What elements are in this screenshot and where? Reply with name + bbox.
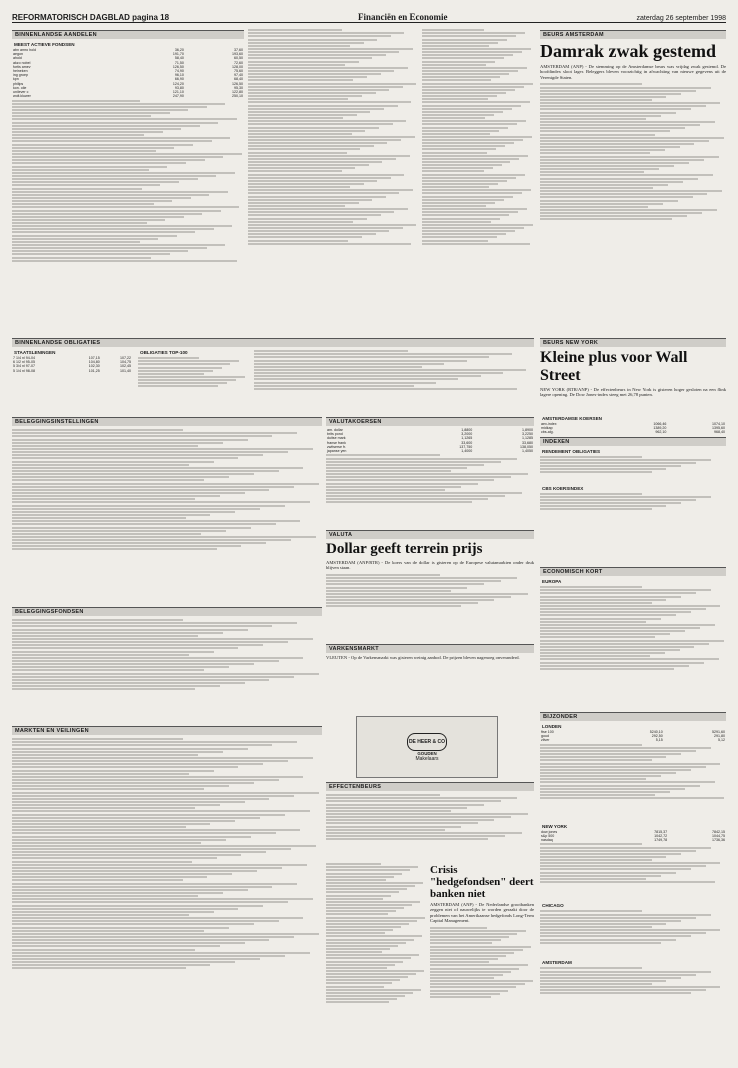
row-value: 66,90 bbox=[174, 77, 184, 82]
row-value: 102,30 bbox=[88, 364, 100, 369]
wallstreet-article bbox=[540, 336, 726, 411]
row-label: 7 1/4 nl 94-04 bbox=[13, 356, 35, 360]
row-value: 95,30 bbox=[234, 85, 243, 90]
row-label: midkap bbox=[541, 426, 553, 431]
ad-line: Makelaars bbox=[415, 755, 439, 762]
table-row bbox=[12, 369, 132, 373]
indexen-section bbox=[540, 415, 726, 560]
row-value: 5291,60 bbox=[712, 730, 725, 734]
band-valutakoersen: VALUTAKOERSEN bbox=[326, 417, 534, 426]
obligaties-filler bbox=[254, 349, 534, 409]
binnenlandse-aandelen-section bbox=[12, 28, 244, 328]
markets-filler bbox=[540, 966, 726, 1006]
row-label: ing groep bbox=[13, 73, 28, 78]
band-binnenlandse-aandelen: BINNENLANDSE AANDELEN bbox=[12, 30, 244, 39]
band-beurs-amsterdam: BEURS AMSTERDAM bbox=[540, 30, 726, 39]
subhead-new-york: NEW YORK bbox=[542, 823, 568, 829]
row-label: zilver bbox=[541, 738, 550, 743]
row-value: 1074,10 bbox=[712, 422, 725, 426]
row-value: 1042,72 bbox=[654, 833, 668, 838]
row-value: 96,10 bbox=[174, 73, 184, 78]
markten-filler bbox=[12, 737, 322, 1057]
row-value: 128,00 bbox=[232, 64, 243, 69]
headline-crisis: Crisis "hedgefondsen" deert banken niet bbox=[430, 864, 534, 900]
headline-wallstreet: Kleine plus voor Wall Street bbox=[540, 349, 688, 384]
row-label: wolt.kluwer bbox=[13, 94, 31, 99]
row-label: philips bbox=[13, 81, 24, 86]
subhead-amsterdamse-koersen: AMSTERDAMSE KOERSEN bbox=[542, 416, 602, 421]
row-label: zwitserse fr. bbox=[327, 444, 346, 449]
ad-logo: DE HEER & CO bbox=[407, 733, 447, 751]
row-label: dow jones bbox=[541, 829, 558, 834]
row-value: 968,40 bbox=[714, 430, 725, 435]
amsterdam-index-table bbox=[540, 422, 726, 435]
world-markets-section bbox=[540, 710, 726, 1060]
row-value: 122,80 bbox=[232, 90, 243, 95]
row-value: 60,50 bbox=[234, 56, 243, 61]
meest-actieve-table bbox=[12, 48, 244, 98]
row-value: 101,40 bbox=[120, 368, 131, 373]
row-value: 1,4050 bbox=[522, 449, 533, 454]
fund-listing-filler bbox=[12, 618, 322, 718]
valutakoersen-section bbox=[326, 415, 534, 525]
row-value: 1,8900 bbox=[522, 428, 533, 432]
article-body-filler bbox=[540, 82, 726, 272]
index-filler bbox=[540, 455, 726, 485]
obligaties-section bbox=[12, 336, 534, 411]
article-body-damrak: AMSTERDAM (ANP) - De stemming op de Amsterdamse beurs was vrijdag zwak gestemd. De hoofdindex sloot lager. Beleggers bleven voorzichtig in afwachting van nieuwe gegevens uit de Verenigde Staten. bbox=[540, 64, 726, 80]
row-label: fortis amev bbox=[13, 64, 31, 69]
row-value: 292,50 bbox=[651, 734, 663, 739]
row-value: 7815,37 bbox=[654, 829, 668, 834]
index-filler bbox=[540, 492, 726, 522]
stock-listing-col2 bbox=[248, 28, 418, 328]
row-value: 71,50 bbox=[174, 60, 184, 65]
article-body-crisis: AMSTERDAM (ANP) - De Nederlandse grootbanken zeggen niet of nauwelijks te worden geraakt door de problemen van het Amerikaanse hedgefonds Long-Term Capital Management. bbox=[430, 902, 534, 924]
markets-filler bbox=[540, 842, 726, 902]
row-value: 193,60 bbox=[232, 52, 243, 57]
masthead-title: Financiën en Economie bbox=[358, 12, 448, 22]
ad-tagline: GOUDEN bbox=[417, 750, 437, 756]
fund-listing-filler bbox=[12, 428, 322, 598]
masthead-section: REFORMATORISCH DAGBLAD pagina 18 bbox=[12, 13, 170, 22]
row-value: 72,60 bbox=[234, 60, 243, 65]
article-body-varkensmarkt: VLEUTEN - Op de Varkensmarkt was gisteren weinig aanbod. De prijzen bleven nagenoeg onveranderd. bbox=[326, 655, 520, 660]
beleggingsinstellingen-section bbox=[12, 415, 322, 600]
effectenbeurs-filler bbox=[326, 793, 534, 858]
new-york-table bbox=[540, 830, 726, 843]
economisch-kort-section bbox=[540, 565, 726, 705]
row-label: kpn bbox=[13, 77, 19, 82]
row-value: 250,10 bbox=[232, 94, 243, 99]
row-value: 1389,20 bbox=[653, 426, 667, 431]
row-label: ahold bbox=[13, 56, 22, 61]
row-label: brits pond bbox=[327, 432, 343, 437]
band-markten-veilingen: MARKTEN EN VEILINGEN bbox=[12, 726, 322, 735]
beleggingsfondsen-section bbox=[12, 605, 322, 720]
headline-damrak: Damrak zwak gestemd bbox=[540, 41, 716, 61]
band-indexen: INDEXEN bbox=[540, 437, 726, 446]
subhead-londen: LONDEN bbox=[542, 724, 562, 729]
row-label: franse frank bbox=[327, 440, 346, 445]
crisis-sidebar bbox=[326, 862, 426, 1057]
row-value: 137,750 bbox=[459, 444, 473, 449]
band-beleggingsfondsen: BELEGGINGSFONDSEN bbox=[12, 607, 322, 616]
article-body-dollar: AMSTERDAM (ANP/RTR) - De koers van de dollar is gisteren op de Europese valutamarkten onder druk blijven staan. bbox=[326, 560, 534, 571]
row-value: 1,1265 bbox=[461, 436, 473, 441]
row-label: unilever c bbox=[13, 90, 29, 95]
subhead-meest-actieve: MEEST ACTIEVE FONDSEN bbox=[14, 42, 75, 47]
row-value: 75,60 bbox=[234, 69, 243, 74]
row-value: 1,8800 bbox=[461, 428, 473, 432]
masthead-date: zaterdag 26 september 1998 bbox=[636, 15, 726, 22]
row-value: 3,2250 bbox=[522, 432, 533, 437]
damrak-article bbox=[540, 28, 726, 328]
row-label: aegon bbox=[13, 52, 23, 57]
londen-table bbox=[540, 730, 726, 743]
row-value: 5,12 bbox=[718, 738, 725, 743]
row-label: ftse 100 bbox=[541, 730, 554, 734]
row-value: 126,50 bbox=[232, 81, 243, 86]
row-label: cbs-alg. bbox=[541, 430, 554, 435]
row-label: heineken bbox=[13, 69, 28, 74]
row-value: 5,15 bbox=[655, 738, 663, 743]
row-label: duitse mark bbox=[327, 436, 346, 441]
row-value: 124,20 bbox=[172, 81, 184, 86]
band-binnenlandse-obligaties: BINNENLANDSE OBLIGATIES bbox=[12, 338, 534, 347]
row-value: 126,50 bbox=[172, 64, 184, 69]
markten-veilingen-section bbox=[12, 724, 322, 1059]
row-value: 101,25 bbox=[88, 368, 100, 373]
row-value: 107,22 bbox=[120, 356, 131, 360]
row-value: 121,10 bbox=[172, 90, 184, 95]
row-label: aex-index bbox=[541, 422, 557, 426]
staatsleningen-table bbox=[12, 356, 132, 373]
row-value: 247,90 bbox=[172, 94, 184, 99]
row-value: 97,40 bbox=[234, 73, 243, 78]
varkensmarkt-section bbox=[326, 642, 534, 712]
band-effectenbeurs: EFFECTENBEURS bbox=[326, 782, 534, 791]
valuta-table bbox=[326, 428, 534, 453]
markets-filler bbox=[540, 743, 726, 823]
row-value: 58,40 bbox=[174, 56, 184, 61]
row-value: 1,4000 bbox=[461, 449, 473, 454]
article-body-filler bbox=[326, 862, 426, 1057]
article-body-filler bbox=[326, 573, 534, 623]
row-label: s&p 500 bbox=[541, 833, 555, 838]
row-value: 7842,15 bbox=[712, 829, 725, 834]
row-label: japanse yen bbox=[327, 449, 347, 454]
row-value: 104,80 bbox=[88, 360, 100, 365]
row-value: 5240,10 bbox=[649, 730, 663, 734]
row-label: kon. olie bbox=[13, 85, 27, 90]
subhead-obligaties-top: OBLIGATIES TOP-100 bbox=[140, 350, 188, 355]
row-value: 962,10 bbox=[655, 430, 667, 435]
markets-filler bbox=[540, 909, 726, 959]
row-value: 68,40 bbox=[234, 77, 243, 82]
crisis-article bbox=[430, 862, 534, 1057]
dollar-article bbox=[326, 528, 534, 638]
row-label: 6 1/2 nl 95-05 bbox=[13, 360, 35, 365]
stock-listing-filler bbox=[422, 28, 534, 328]
row-label: 5 1/4 nl 98-08 bbox=[13, 368, 35, 373]
stock-listing-filler bbox=[248, 28, 418, 328]
effectenbeurs-section bbox=[326, 780, 534, 860]
row-label: nasdaq bbox=[541, 838, 553, 843]
row-value: 1,1285 bbox=[522, 436, 533, 441]
band-beleggingsinstellingen: BELEGGINGSINSTELLINGEN bbox=[12, 417, 322, 426]
row-label: abn amro hold bbox=[13, 48, 36, 52]
valuta-filler bbox=[326, 453, 534, 523]
obligaties-filler bbox=[138, 356, 248, 401]
row-value: 107,15 bbox=[88, 356, 100, 360]
row-label: goud bbox=[541, 734, 549, 739]
row-value: 33,600 bbox=[461, 440, 473, 445]
article-body-wallstreet: NEW YORK (RTR/ANP) - De effectenbeurs in New York is gisteren hoger gesloten na een flink lagere opening. De Dow Jones-index steeg met 26,78 punten. bbox=[540, 387, 726, 398]
band-beurs-new-york: BEURS NEW YORK bbox=[540, 338, 726, 347]
stock-listing-filler bbox=[12, 98, 244, 323]
row-value: 1395,60 bbox=[712, 426, 725, 431]
band-valuta: VALUTA bbox=[326, 530, 534, 539]
band-varkensmarkt: VARKENSMARKT bbox=[326, 644, 534, 653]
row-value: 3,2000 bbox=[461, 432, 473, 437]
table-row bbox=[540, 430, 726, 434]
row-label: am. dollar bbox=[327, 428, 343, 432]
row-label: akzo nobel bbox=[13, 60, 31, 65]
headline-dollar: Dollar geeft terrein prijs bbox=[326, 541, 483, 557]
row-value: 138,050 bbox=[520, 444, 533, 449]
subhead-europa: EUROPA bbox=[542, 579, 562, 584]
article-body-filler bbox=[430, 926, 534, 1026]
row-value: 1749,78 bbox=[654, 838, 668, 843]
row-value: 104,75 bbox=[120, 360, 131, 365]
band-economisch-kort: ECONOMISCH KORT bbox=[540, 567, 726, 576]
band-bijzonder: BIJZONDER bbox=[540, 712, 726, 721]
subhead-cbs: CBS KOERSINDEX bbox=[542, 485, 584, 491]
economisch-kort-filler bbox=[540, 585, 726, 705]
row-value: 1066,46 bbox=[653, 422, 667, 426]
row-value: 1044,75 bbox=[712, 833, 725, 838]
row-value: 37,60 bbox=[234, 48, 243, 52]
row-value: 1736,36 bbox=[712, 838, 725, 843]
row-value: 93,80 bbox=[174, 85, 184, 90]
row-value: 36,20 bbox=[174, 48, 184, 52]
row-value: 74,90 bbox=[174, 69, 184, 74]
stock-listing-col3 bbox=[422, 28, 534, 328]
row-value: 33,680 bbox=[522, 440, 533, 445]
row-value: 102,45 bbox=[120, 364, 131, 369]
row-value: 191,70 bbox=[172, 52, 184, 57]
subhead-staatsleningen: STAATSLENINGEN bbox=[14, 350, 56, 355]
subhead-amsterdam: AMSTERDAM bbox=[542, 960, 572, 966]
row-value: 291,80 bbox=[714, 734, 725, 739]
subhead-rendement: RENDEMENT OBLIGATIES bbox=[542, 448, 601, 454]
row-label: 5 3/4 nl 97-07 bbox=[13, 364, 35, 369]
masthead bbox=[12, 8, 726, 23]
advertisement bbox=[356, 716, 498, 778]
subhead-chicago: CHICAGO bbox=[542, 903, 564, 909]
